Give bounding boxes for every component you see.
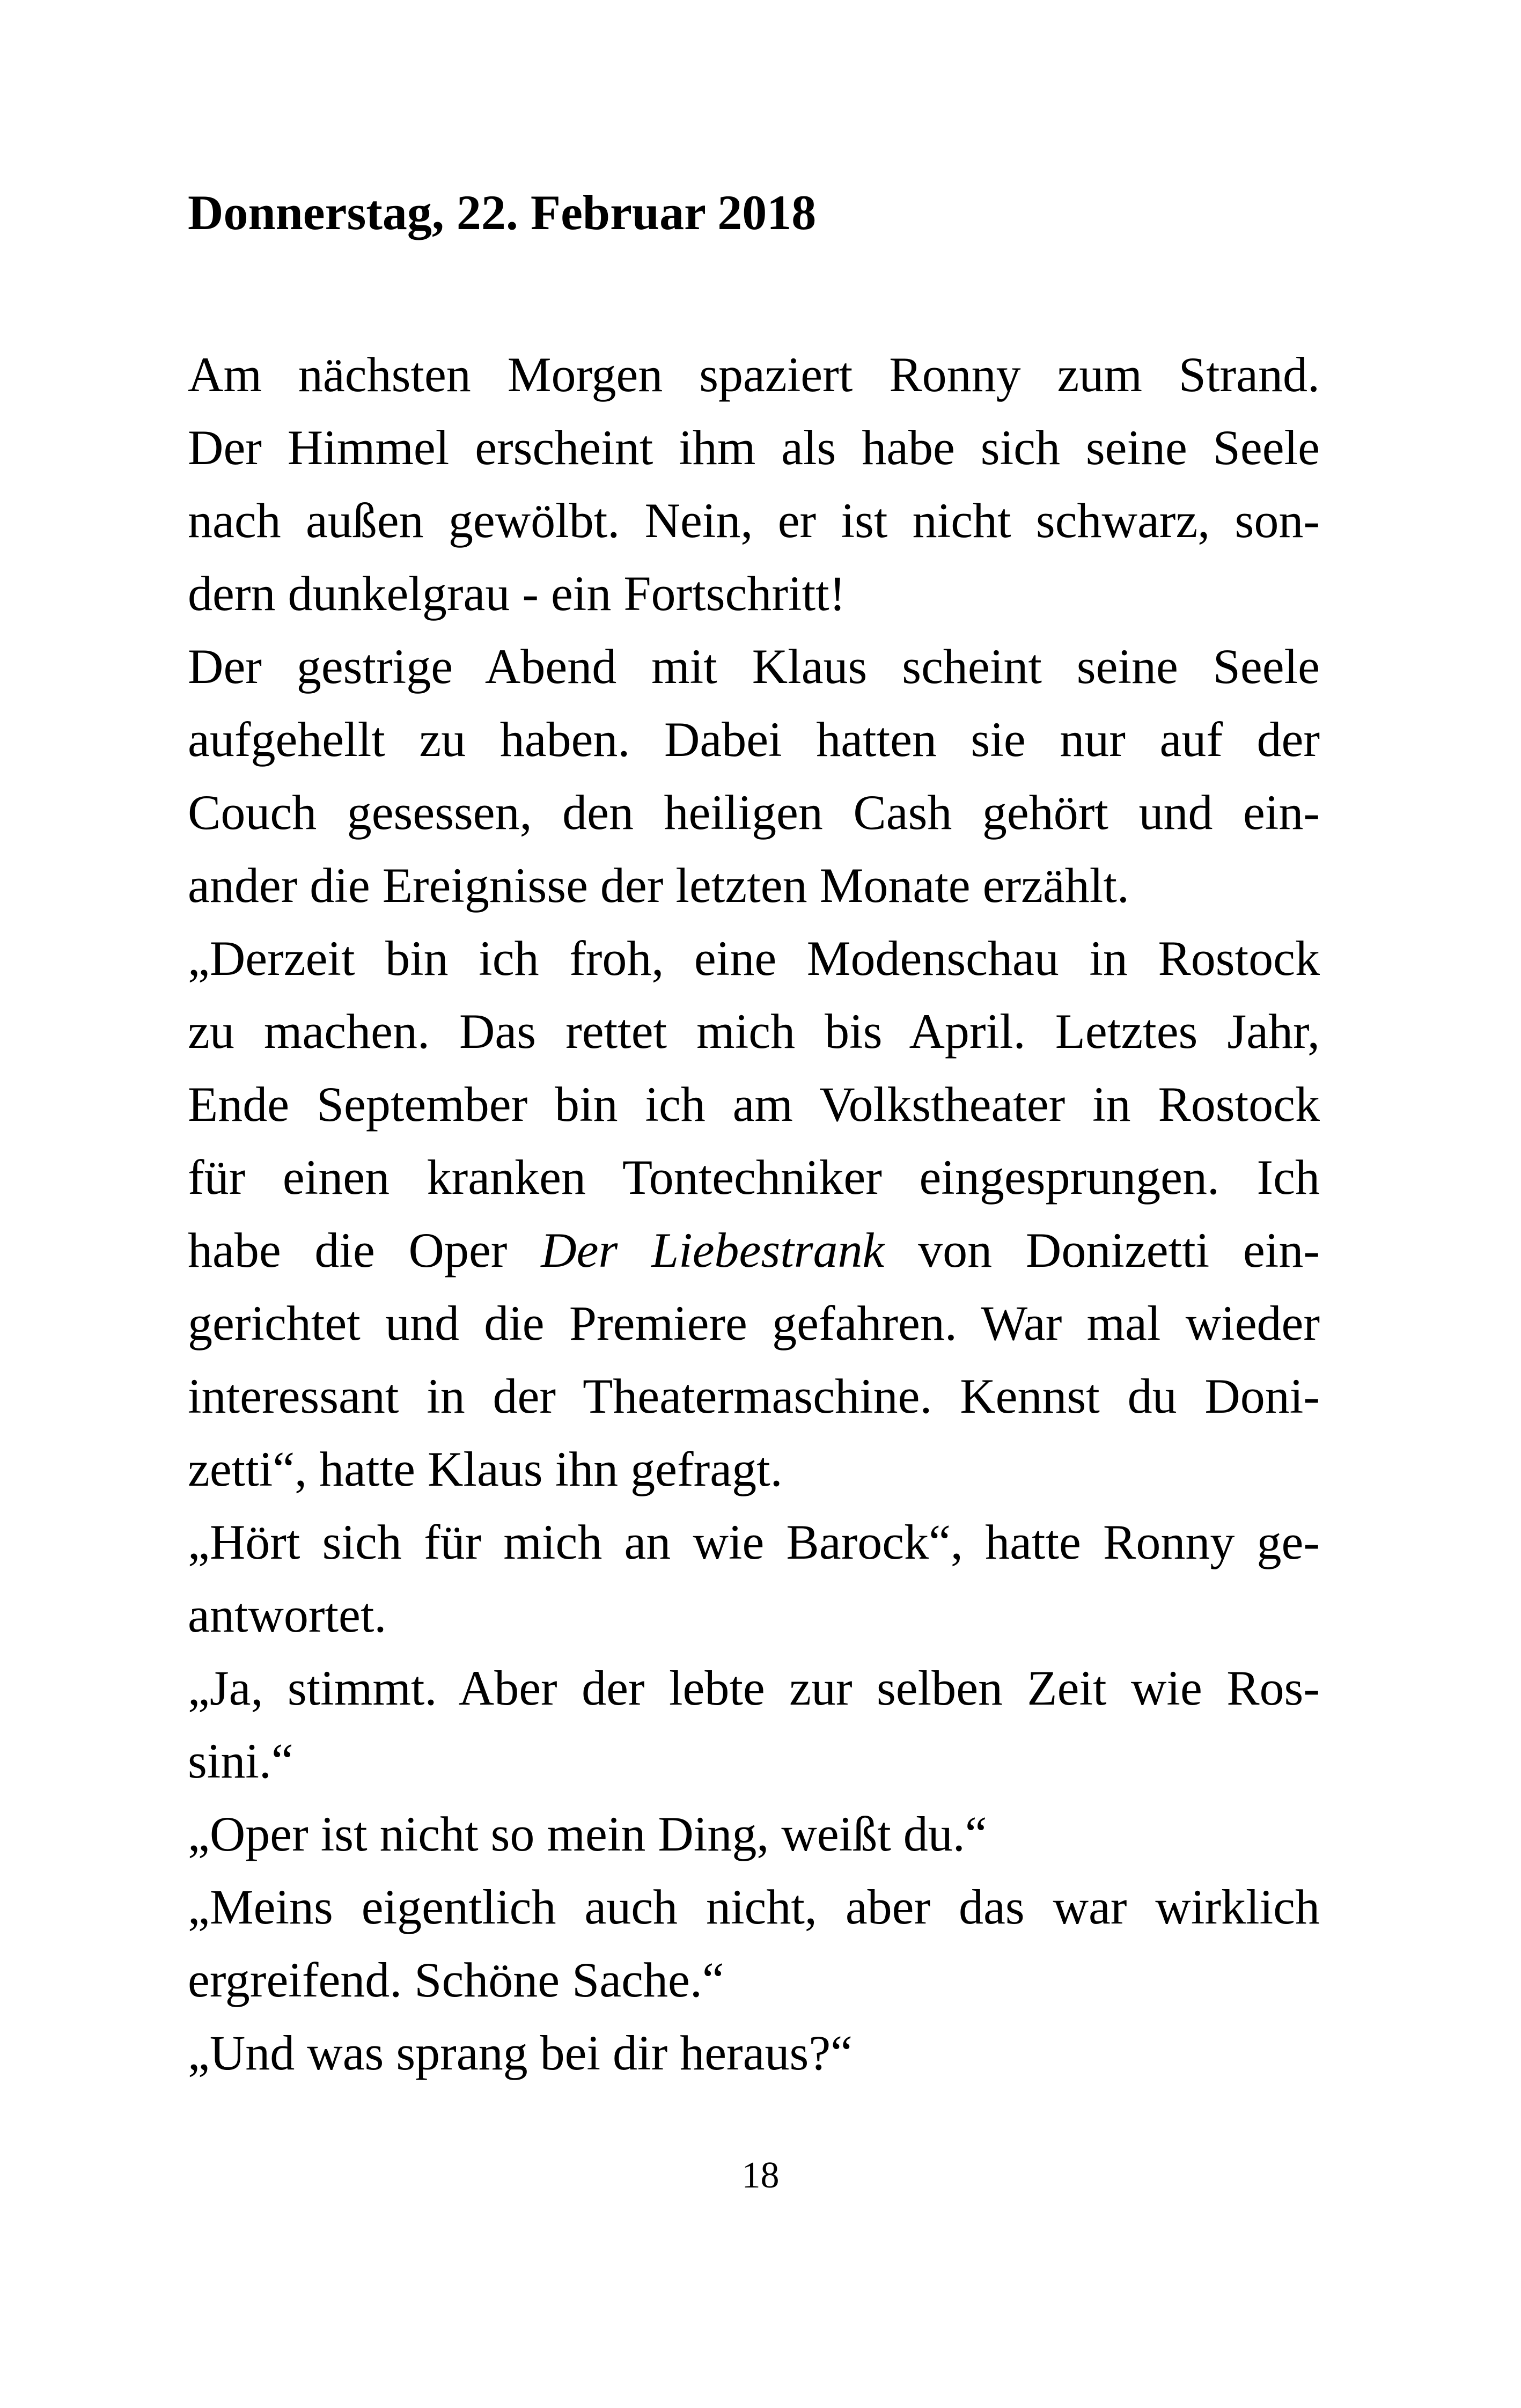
line-text: zu machen. Das rettet mich bis April. Letztes Jahr, <box>188 1004 1320 1059</box>
line-text: ergreifend. Schöne Sache.“ <box>188 1952 724 2007</box>
line-text: sini.“ <box>188 1734 293 1788</box>
text-line <box>188 995 1320 1068</box>
line-text: „Und was sprang bei dir heraus?“ <box>188 2025 853 2080</box>
text-line <box>188 484 1320 557</box>
line-text: zetti“, hatte Klaus ihn gefragt. <box>188 1442 783 1496</box>
chapter-heading: Donnerstag, 22. Februar 2018 <box>188 185 817 240</box>
line-text: „Ja, stimmt. Aber der lebte zur selben Zeit wie Ros- <box>188 1661 1320 1715</box>
text-line <box>188 1943 1320 2016</box>
text-line <box>188 557 1320 630</box>
line-text: für einen kranken Tontechniker eingesprungen. Ich <box>188 1150 1320 1205</box>
line-text: Couch gesessen, den heiligen Cash gehört und ein- <box>188 785 1320 840</box>
text-line <box>188 411 1320 484</box>
text-line <box>188 1433 1320 1506</box>
text-line <box>188 1287 1320 1360</box>
line-text: dern dunkelgrau - ein Fortschritt! <box>188 566 846 621</box>
line-text: antwortet. <box>188 1588 387 1642</box>
line-text: „Oper ist nicht so mein Ding, weißt du.“ <box>188 1807 987 1861</box>
line-text: „Meins eigentlich auch nicht, aber das war wirklich <box>188 1880 1320 1934</box>
text-line <box>188 338 1320 411</box>
line-text: nach außen gewölbt. Nein, er ist nicht schwarz, son- <box>188 493 1320 548</box>
body-text <box>188 338 1320 2089</box>
line-text: Am nächsten Morgen spaziert Ronny zum Strand. <box>188 347 1320 402</box>
line-text: „Derzeit bin ich froh, eine Modenschau in Rostock <box>188 931 1320 986</box>
text-line <box>188 1214 1320 1287</box>
text-line <box>188 630 1320 703</box>
text-line <box>188 1579 1320 1651</box>
text-line <box>188 849 1320 922</box>
line-text-before-title: habe die Oper <box>188 1223 541 1278</box>
text-line <box>188 1068 1320 1141</box>
text-line <box>188 1870 1320 1943</box>
line-text: Ende September bin ich am Volkstheater in Rostock <box>188 1077 1320 1132</box>
line-text-after-title: von Donizetti ein- <box>884 1223 1320 1278</box>
text-line <box>188 1724 1320 1797</box>
line-text: interessant in der Theatermaschine. Kennst du Doni- <box>188 1369 1320 1423</box>
text-line <box>188 1797 1320 1870</box>
text-line <box>188 703 1320 776</box>
line-text: aufgehellt zu haben. Dabei hatten sie nur auf der <box>188 712 1320 767</box>
page-number: 18 <box>741 2155 780 2196</box>
opera-title: Der Liebestrank <box>541 1223 885 1278</box>
line-text: Der Himmel erscheint ihm als habe sich seine Seele <box>188 420 1320 475</box>
text-line <box>188 1651 1320 1724</box>
line-text: Der gestrige Abend mit Klaus scheint seine Seele <box>188 639 1320 694</box>
line-text: ander die Ereignisse der letzten Monate erzählt. <box>188 858 1129 913</box>
line-text: „Hört sich für mich an wie Barock“, hatte Ronny ge- <box>188 1515 1320 1569</box>
text-line <box>188 2016 1320 2089</box>
text-line <box>188 1506 1320 1579</box>
text-line <box>188 776 1320 849</box>
text-line <box>188 1141 1320 1214</box>
text-line <box>188 922 1320 995</box>
line-text: gerichtet und die Premiere gefahren. War mal wieder <box>188 1296 1320 1350</box>
text-line <box>188 1360 1320 1433</box>
